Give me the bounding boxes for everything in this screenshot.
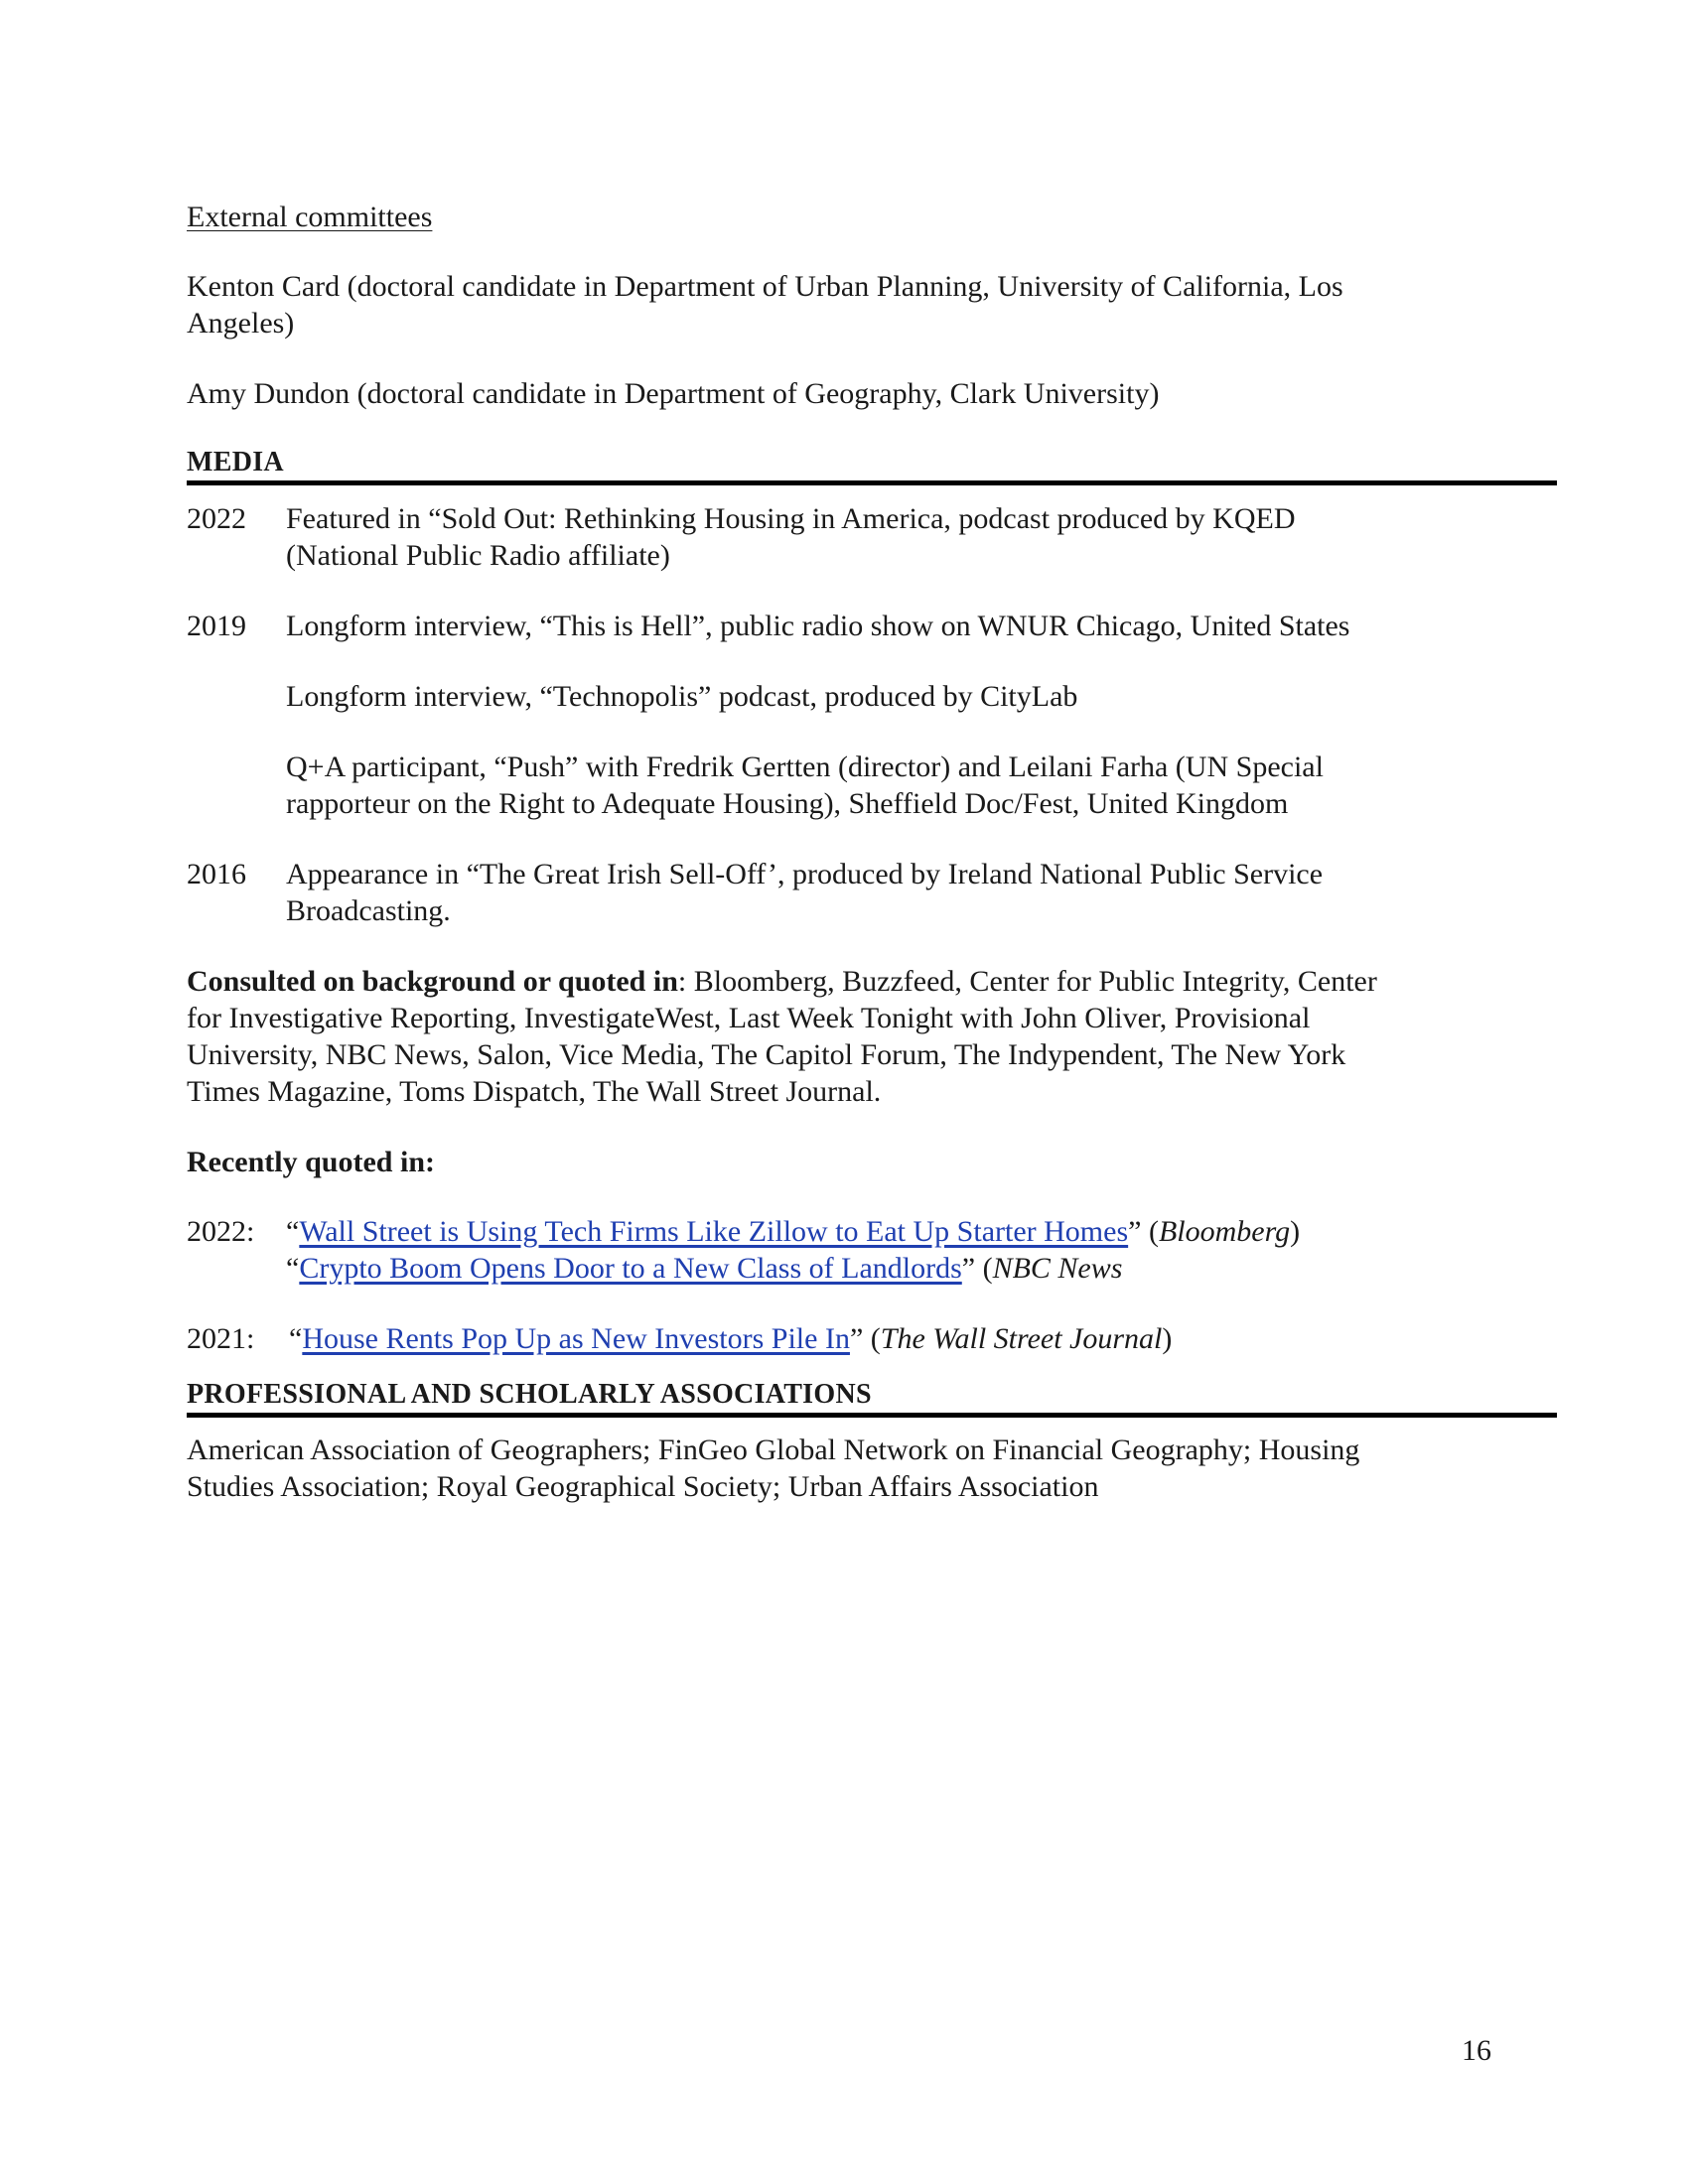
consulted-line-3: University, NBC News, Salon, Vice Media, The Capitol Forum, The Indypendent, The New York: [187, 1038, 1346, 1071]
quoted-item: “Wall Street is Using Tech Firms Like Zillow to Eat Up Starter Homes” (Bloomberg): [286, 1215, 1301, 1248]
committee-member-2: Amy Dundon (doctoral candidate in Department of Geography, Clark University): [187, 377, 1160, 410]
media-entry-year: 2019: [187, 610, 246, 642]
quoted-year-2021: 2021:: [187, 1322, 255, 1355]
media-entry-year: 2016: [187, 858, 246, 890]
source-name: NBC News: [992, 1252, 1123, 1285]
committee-member-1-line2: Angeles): [187, 307, 295, 340]
media-entry-1-line2: (National Public Radio affiliate): [286, 539, 670, 572]
consulted-line-1: [187, 963, 1377, 1000]
media-section-heading: MEDIA: [187, 445, 1557, 485]
associations-line-2: Studies Association; Royal Geographical Society; Urban Affairs Association: [187, 1470, 1099, 1503]
committee-member-1-line1: Kenton Card (doctoral candidate in Department of Urban Planning, University of California, Los: [187, 270, 1343, 303]
consulted-line-2: for Investigative Reporting, InvestigateWest, Last Week Tonight with John Oliver, Provisional: [187, 1002, 1311, 1034]
external-committees-heading: External committees: [187, 201, 433, 233]
source-name: Bloomberg: [1158, 1215, 1291, 1248]
media-entry-3-line1: Longform interview, “Technopolis” podcast, produced by CityLab: [286, 680, 1078, 713]
recently-quoted-heading: Recently quoted in:: [187, 1146, 435, 1178]
media-entry-4-line1: Q+A participant, “Push” with Fredrik Gertten (director) and Leilani Farha (UN Special: [286, 751, 1324, 783]
media-entry-year: 2022: [187, 502, 246, 535]
quoted-year-2022: 2022:: [187, 1215, 255, 1248]
document-page: [187, 0, 1557, 2184]
associations-section-heading: PROFESSIONAL AND SCHOLARLY ASSOCIATIONS: [187, 1377, 1557, 1418]
quoted-item: “Crypto Boom Opens Door to a New Class of Landlords” (NBC News: [286, 1252, 1123, 1285]
article-link[interactable]: Wall Street is Using Tech Firms Like Zillow to Eat Up Starter Homes: [299, 1215, 1129, 1248]
consulted-line-4: Times Magazine, Toms Dispatch, The Wall Street Journal.: [187, 1075, 882, 1108]
source-close: ): [1162, 1322, 1173, 1355]
quoted-item: “House Rents Pop Up as New Investors Pile In” (The Wall Street Journal): [289, 1322, 1173, 1355]
source-name: The Wall Street Journal: [880, 1322, 1163, 1355]
media-entry-1-line1: Featured in “Sold Out: Rethinking Housing in America, podcast produced by KQED: [286, 502, 1296, 535]
source-close: ): [1290, 1215, 1301, 1248]
media-entry-5-line2: Broadcasting.: [286, 894, 451, 927]
media-entry-4-line2: rapporteur on the Right to Adequate Housing), Sheffield Doc/Fest, United Kingdom: [286, 787, 1289, 820]
media-entry-5-line1: Appearance in “The Great Irish Sell-Off’, produced by Ireland National Public Service: [286, 858, 1324, 890]
page-number: 16: [1462, 2034, 1491, 2067]
article-link[interactable]: Crypto Boom Opens Door to a New Class of Landlords: [299, 1252, 962, 1285]
consulted-text: : Bloomberg, Buzzfeed, Center for Public Integrity, Center: [677, 965, 1377, 998]
consulted-label: Consulted on background or quoted in: [187, 965, 678, 998]
article-link[interactable]: House Rents Pop Up as New Investors Pile In: [302, 1322, 850, 1355]
associations-line-1: American Association of Geographers; FinGeo Global Network on Financial Geography; Housing: [187, 1433, 1360, 1466]
media-entry-2-line1: Longform interview, “This is Hell”, public radio show on WNUR Chicago, United States: [286, 610, 1350, 642]
